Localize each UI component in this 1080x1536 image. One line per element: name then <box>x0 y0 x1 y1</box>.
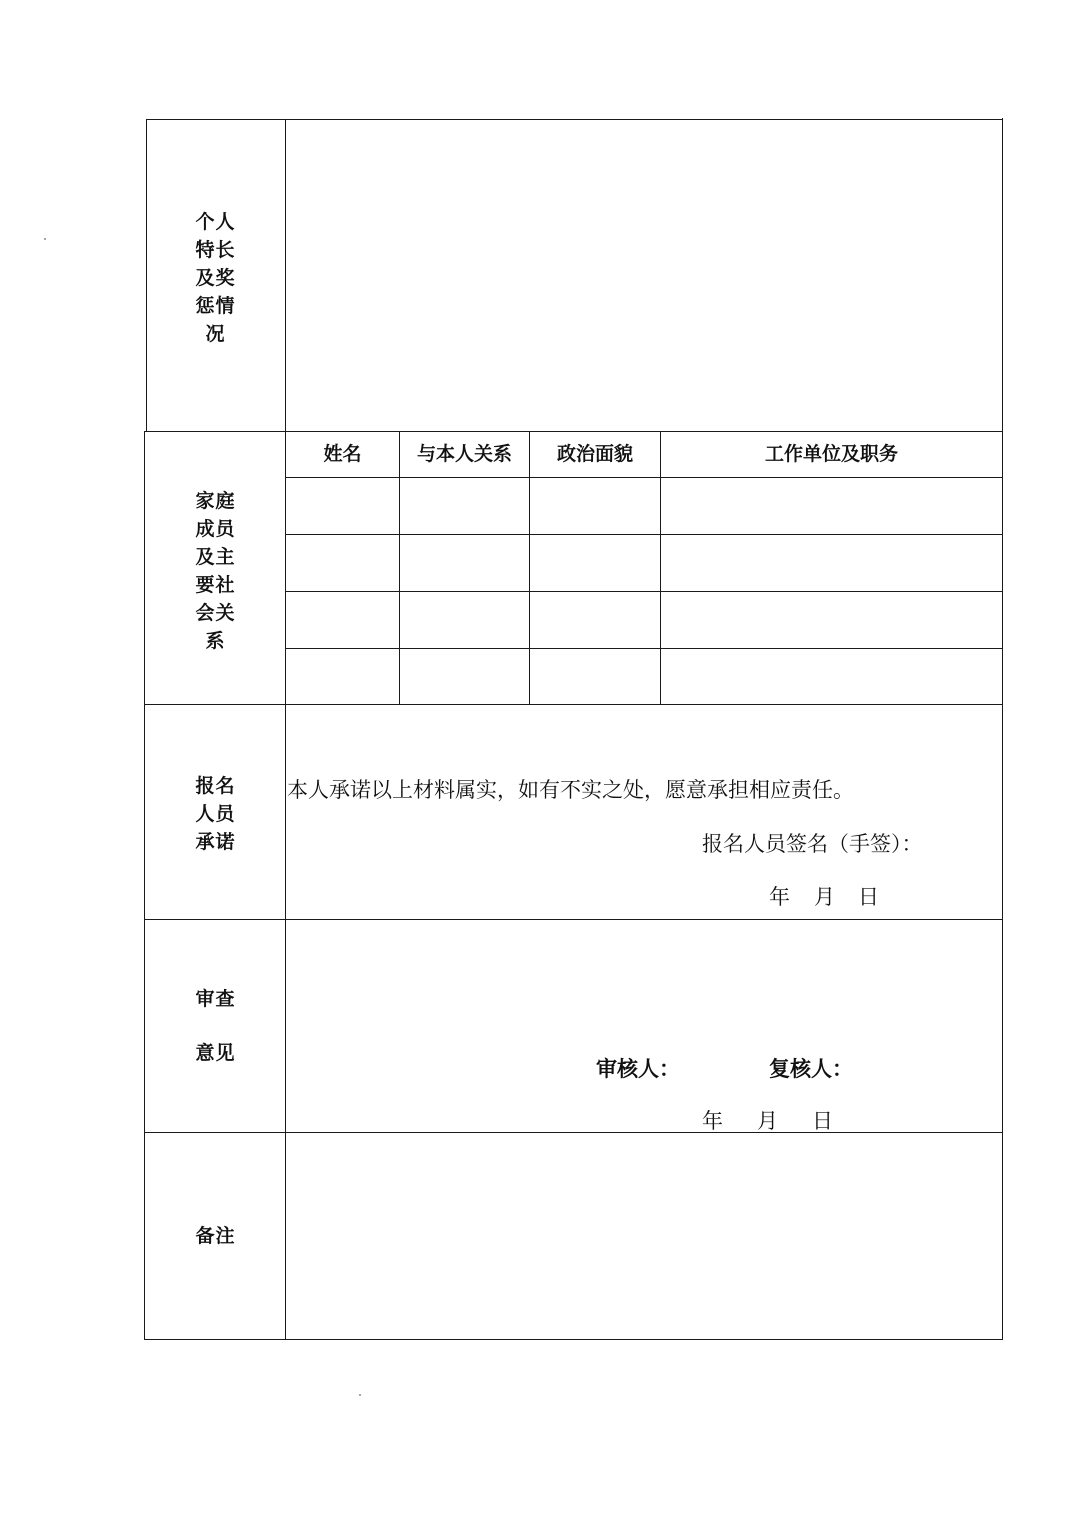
family-cell-relation[interactable] <box>401 536 528 590</box>
review-label-line-1: 审查 <box>195 988 236 1010</box>
family-cell-employer-position[interactable] <box>662 479 1001 533</box>
pledge-date-year: 年 <box>769 885 790 909</box>
review-opinion-area[interactable] <box>287 921 1001 1041</box>
label-column-divider <box>285 119 286 1339</box>
review-label-line-2: 意见 <box>195 1042 236 1064</box>
family-cell-name[interactable] <box>287 536 398 590</box>
form-bottom-border <box>144 1339 1003 1340</box>
form-left-border <box>144 431 145 1339</box>
remarks-label: 备注 <box>195 1225 236 1247</box>
section-divider <box>144 704 1003 705</box>
pledge-statement: 本人承诺以上材料属实，如有不实之处，愿意承担相应责任。 <box>287 778 854 802</box>
pledge-signature-label: 报名人员签名（手签）： <box>702 832 923 856</box>
family-cell-political-status[interactable] <box>531 536 659 590</box>
family-cell-employer-position[interactable] <box>662 593 1001 647</box>
scan-speck <box>359 1394 361 1396</box>
family-header-employer-position: 工作单位及职务 <box>764 443 898 465</box>
family-cell-relation[interactable] <box>401 479 528 533</box>
family-table-row-line <box>285 534 1003 535</box>
review-date-month: 月 <box>757 1109 778 1133</box>
family-label: 家庭 成员 及主 要社 会关 系 <box>195 490 236 652</box>
section-divider <box>144 1132 1003 1133</box>
scan-speck <box>44 238 46 240</box>
family-cell-political-status[interactable] <box>531 479 659 533</box>
family-cell-name[interactable] <box>287 593 398 647</box>
family-cell-name[interactable] <box>287 650 398 703</box>
family-cell-name[interactable] <box>287 479 398 533</box>
family-table-row-line <box>285 477 1003 478</box>
family-header-political-status: 政治面貌 <box>556 443 633 465</box>
reviewer-label: 审核人： <box>596 1057 680 1081</box>
family-table-row-line <box>285 648 1003 649</box>
remarks-input-area[interactable] <box>287 1134 1001 1338</box>
form-top-border <box>146 119 1003 120</box>
family-header-name: 姓名 <box>323 443 362 465</box>
family-cell-political-status[interactable] <box>531 593 659 647</box>
family-cell-relation[interactable] <box>401 593 528 647</box>
pledge-label: 报名 人员 承诺 <box>195 775 236 853</box>
family-cell-employer-position[interactable] <box>662 536 1001 590</box>
pledge-date-day: 日 <box>858 885 879 909</box>
review-date-year: 年 <box>702 1109 723 1133</box>
pledge-date-month: 月 <box>814 885 835 909</box>
form-right-border <box>1002 118 1003 1339</box>
specialty-label: 个人 特长 及奖 惩情 况 <box>195 211 236 345</box>
specialty-input-area[interactable] <box>287 121 1001 430</box>
family-table-row-line <box>285 591 1003 592</box>
rechecker-label: 复核人： <box>769 1057 853 1081</box>
family-cell-political-status[interactable] <box>531 650 659 703</box>
review-date-day: 日 <box>812 1109 833 1133</box>
family-cell-employer-position[interactable] <box>662 650 1001 703</box>
family-header-relation: 与本人关系 <box>416 443 512 465</box>
section-divider <box>144 919 1003 920</box>
family-cell-relation[interactable] <box>401 650 528 703</box>
